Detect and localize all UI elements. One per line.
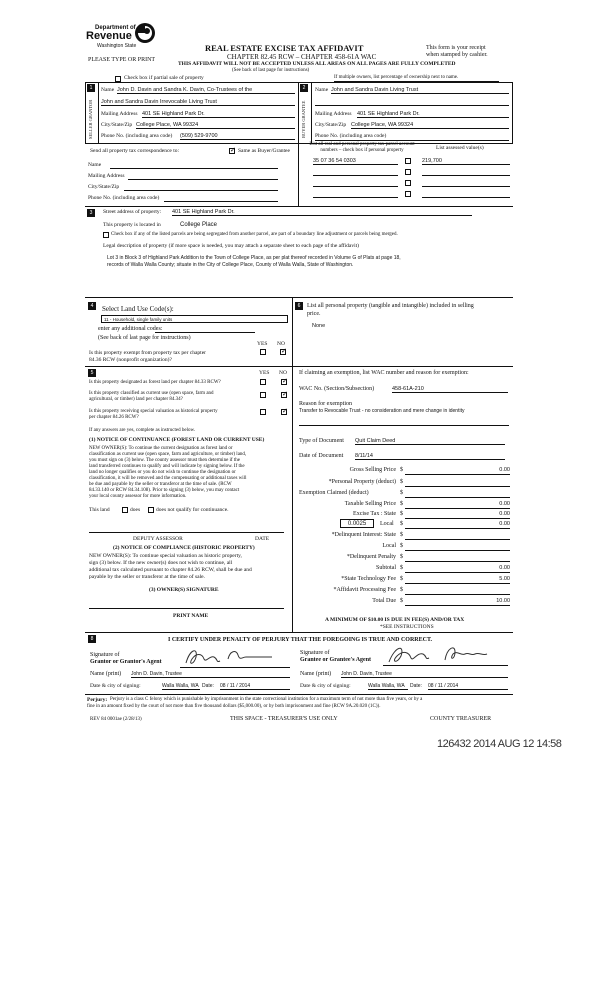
segregated-checkbox[interactable] bbox=[103, 232, 109, 238]
forest-question-3a: Is this property receiving special valuation as historical property bbox=[89, 409, 218, 414]
seller-city-field[interactable]: College Place, WA 99324 bbox=[136, 122, 295, 129]
wac-number-label: WAC No. (Section/Subsection) bbox=[299, 386, 375, 392]
exempt-no-checkbox[interactable] bbox=[280, 349, 286, 355]
perjury-label: Perjury: bbox=[87, 697, 108, 703]
excise-local-label: Local bbox=[380, 521, 394, 527]
delinquent-penalty-label: *Delinquent Penalty bbox=[346, 554, 396, 560]
grantor-date-field[interactable]: 08 / 11 / 2014 bbox=[220, 683, 290, 690]
total-due-field[interactable] bbox=[405, 598, 510, 606]
notice-1-line-8: 84.33.140 or RCW 84.34.108). Prior to signing (3) below, you may contact bbox=[89, 488, 240, 493]
print-name-label: PRINT NAME bbox=[173, 613, 209, 619]
seller-name-label: Name bbox=[101, 87, 115, 93]
land-use-no-header: NO bbox=[277, 341, 285, 347]
grantee-name-label: Name (print) bbox=[300, 671, 332, 677]
forest-q2-yes-checkbox[interactable] bbox=[260, 392, 266, 398]
doc-date-label: Date of Document bbox=[299, 453, 344, 459]
revision-label: REV 84 0001ae (2/28/13) bbox=[90, 717, 142, 722]
land-use-label: Select Land Use Code(s): bbox=[102, 305, 174, 313]
parcel-number-field-4[interactable] bbox=[313, 197, 398, 198]
grantor-name-label: Name (print) bbox=[90, 671, 122, 677]
buyer-name-field-1[interactable]: John and Sandra Davin Living Trust bbox=[331, 87, 509, 94]
delinquent-local-field[interactable] bbox=[405, 543, 510, 551]
perjury-line-2: fine in an amount fixed by the court of not more than five thousand dollars ($5,000.00), or by both imprisonment and fine (RCW 9A.20.020 (1C)). bbox=[87, 704, 381, 709]
notice-2-line-1: NEW OWNER(S): To continue special valuation as historic property, bbox=[89, 553, 242, 559]
forest-yes-header: YES bbox=[259, 370, 270, 376]
receipt-stamp: 126432 2014 AUG 12 14:58 bbox=[437, 738, 562, 750]
notice-compliance-title: (2) NOTICE OF COMPLIANCE (HISTORIC PROPERTY) bbox=[113, 545, 255, 551]
taxable-price-label: Taxable Selling Price bbox=[344, 501, 396, 507]
street-address-label: Street address of property: bbox=[103, 209, 162, 215]
notice-2-line-4: payable by the seller or transferor at the time of sale. bbox=[89, 574, 205, 580]
excise-state-label: Excise Tax : State bbox=[353, 511, 396, 517]
forest-question-2b: agricultural, or timber) land per chapter 84.34? bbox=[89, 397, 183, 402]
affidavit-fee-label: *Affidavit Processing Fee bbox=[333, 587, 396, 593]
forest-q2-no-checkbox[interactable] bbox=[281, 392, 287, 398]
forest-q3-yes-checkbox[interactable] bbox=[260, 409, 266, 415]
assessed-value-header: List assessed value(s) bbox=[436, 145, 484, 151]
notice-1-line-7: be due and payable by the seller or transferor at the time of sale. (RCW bbox=[89, 482, 232, 487]
grantee-date-field[interactable]: 08 / 11 / 2014 bbox=[428, 683, 508, 690]
seller-name-field-2[interactable]: John and Sandra Davin Irrevocable Living Trust bbox=[101, 99, 295, 106]
see-back-note: (See back of last page for instructions) bbox=[232, 68, 310, 73]
corr-city-label: City/State/Zip bbox=[88, 184, 120, 190]
delinquent-interest-field[interactable] bbox=[405, 532, 510, 540]
buyer-city-label: City/State/Zip bbox=[315, 122, 347, 128]
certify-statement: I CERTIFY UNDER PENALTY OF PERJURY THAT THE FOREGOING IS TRUE AND CORRECT. bbox=[168, 637, 433, 643]
doc-type-field[interactable]: Quit Claim Deed bbox=[355, 438, 505, 445]
delinquent-penalty-currency: $ bbox=[400, 554, 403, 560]
reason-exemption-value: Transfer to Revocable Trust - no consideration and mere change in identity bbox=[299, 408, 465, 414]
does-not-qualify-label: does not qualify for continuance. bbox=[156, 507, 229, 513]
tech-fee-currency: $ bbox=[400, 576, 403, 582]
notice-1-line-4: land transferred continues to qualify and will indicate by signing below. If the bbox=[89, 464, 245, 469]
section-6-marker: 6 bbox=[295, 302, 303, 310]
completion-warning: THIS AFFIDAVIT WILL NOT BE ACCEPTED UNLESS ALL AREAS ON ALL PAGES ARE FULLY COMPLETED bbox=[178, 61, 456, 67]
local-currency: $ bbox=[400, 521, 403, 527]
dept-of-label: Department of bbox=[95, 25, 136, 31]
parcel-number-field-1[interactable]: 35 07 36 54 0303 bbox=[313, 158, 398, 165]
personal-deduct-field[interactable] bbox=[405, 479, 510, 487]
subtotal-field[interactable] bbox=[405, 565, 510, 573]
if-yes-note: If any answers are yes, complete as instructed below. bbox=[89, 428, 196, 433]
grantee-signature-icon bbox=[383, 642, 503, 668]
seller-phone-label: Phone No. (including area code) bbox=[101, 133, 173, 139]
tech-fee-field[interactable] bbox=[405, 576, 510, 584]
notice-2-line-2: sign (3) below. If the new owner(s) does not wish to continue, all bbox=[89, 560, 233, 566]
buyer-name-label: Name bbox=[315, 87, 329, 93]
seller-city-label: City/State/Zip bbox=[101, 122, 133, 128]
forest-q3-no-checkbox[interactable] bbox=[281, 409, 287, 415]
does-qualify-checkbox[interactable] bbox=[122, 507, 128, 513]
state-currency: $ bbox=[400, 511, 403, 517]
parcel-header: List all real and personal property tax parcel account numbers – check box if personal property bbox=[309, 142, 415, 153]
forest-q1-yes-checkbox[interactable] bbox=[260, 379, 266, 385]
land-use-see-back: (See back of last page for instructions) bbox=[98, 335, 191, 341]
subtotal-currency: $ bbox=[400, 565, 403, 571]
corr-name-label: Name bbox=[88, 162, 102, 168]
type-or-print-label: PLEASE TYPE OR PRINT bbox=[88, 57, 156, 63]
assessed-value-field-2[interactable] bbox=[422, 175, 510, 176]
section-1-marker: 1 bbox=[87, 84, 95, 92]
forest-q1-no-checkbox[interactable] bbox=[281, 379, 287, 385]
doc-type-label: Type of Document bbox=[299, 438, 344, 444]
partial-sale-label: Check box if partial sale of property bbox=[124, 75, 214, 83]
notice-1-line-6: classification, it will be removed and the compensating or additional taxes will bbox=[89, 476, 247, 481]
corr-mailing-label: Mailing Address bbox=[88, 173, 125, 179]
personal-property-label-1: List all personal property (tangible and intangible) included in selling bbox=[307, 303, 474, 309]
grantor-date-word: Date: bbox=[202, 683, 214, 689]
same-as-buyer-label: Same as Buyer/Grantee bbox=[238, 148, 290, 154]
grantee-city-field[interactable]: Walla Walla, WA bbox=[368, 683, 408, 690]
multiple-owners-note: If multiple owners, list percentage of ownership next to name. bbox=[334, 75, 499, 82]
exemption-currency: $ bbox=[400, 490, 403, 496]
forest-no-header: NO bbox=[279, 370, 287, 376]
seller-phone-field[interactable]: (509) 529-9700 bbox=[180, 133, 295, 140]
land-use-yes-header: YES bbox=[257, 341, 268, 347]
seller-grantor-label: SELLER GRANTOR bbox=[88, 99, 93, 139]
exemption-deduct-field[interactable] bbox=[405, 490, 510, 498]
section-2-marker: 2 bbox=[300, 84, 308, 92]
personal-property-checkbox-1[interactable] bbox=[405, 158, 411, 164]
grantee-agent-label: Grantee or Grantee's Agent bbox=[300, 657, 372, 663]
legal-description-line-1: Lot 3 in Block 3 of Highland Park Addition to the Town of College Place, as per plat thereof recorded in Volume G of Plats at page 18, bbox=[107, 255, 401, 261]
affidavit-fee-currency: $ bbox=[400, 587, 403, 593]
subtotal-label: Subtotal bbox=[375, 565, 396, 571]
department-logo-icon bbox=[134, 22, 156, 44]
total-due-value: 10.00 bbox=[496, 598, 510, 604]
gross-currency: $ bbox=[400, 467, 403, 473]
corr-name-field[interactable] bbox=[110, 168, 278, 169]
doc-date-field[interactable]: 8/11/14 bbox=[355, 453, 505, 460]
notice-1-line-5: land no longer qualifies or you do not wish to continue the designation or bbox=[89, 470, 236, 475]
notice-1-line-1: NEW OWNER(S): To continue the current designation as forest land or bbox=[89, 446, 233, 451]
gross-price-value: 0.00 bbox=[499, 467, 510, 473]
personal-property-checkbox-4[interactable] bbox=[405, 191, 411, 197]
delinquent-penalty-field[interactable] bbox=[405, 554, 510, 562]
section-8-marker: 8 bbox=[88, 635, 96, 643]
same-as-buyer-checkbox[interactable] bbox=[229, 148, 235, 154]
personal-property-checkbox-2[interactable] bbox=[405, 169, 411, 175]
gross-price-label: Gross Selling Price bbox=[349, 467, 396, 473]
washington-state-label: Washington State bbox=[97, 43, 137, 49]
personal-property-value: None bbox=[312, 323, 326, 329]
notice-continuance-title: (1) NOTICE OF CONTINUANCE (FOREST LAND OR CURRENT USE) bbox=[89, 437, 265, 443]
delinquent-local-currency: $ bbox=[400, 543, 403, 549]
corr-phone-field[interactable] bbox=[164, 201, 278, 202]
wac-number-field[interactable]: 458-61A-210 bbox=[392, 386, 508, 393]
forest-question-2a: Is this property classified as current use (open space, farm and bbox=[89, 391, 214, 396]
corr-phone-label: Phone No. (including area code) bbox=[88, 195, 160, 201]
legal-description-label: Legal description of property (if more space is needed, you may attach a separate sheet to each page of the affidavit) bbox=[103, 243, 359, 249]
total-due-label: Total Due bbox=[372, 598, 396, 604]
personal-property-label-2: price. bbox=[307, 311, 321, 317]
exempt-question-2: 84.36 RCW (nonprofit organization)? bbox=[89, 357, 172, 363]
located-in-value: College Place bbox=[180, 222, 218, 228]
section-5-marker: 5 bbox=[88, 369, 96, 377]
delinquent-interest-label: *Delinquent Interest: State bbox=[331, 532, 396, 538]
owner-signature-label: (3) OWNER(S) SIGNATURE bbox=[149, 587, 219, 593]
form-subtitle: CHAPTER 82.45 RCW – CHAPTER 458-61A WAC bbox=[227, 53, 377, 61]
located-in-label: This property is located in bbox=[103, 222, 161, 228]
receipt-note-2: when stamped by cashier. bbox=[426, 52, 488, 58]
exemption-claim-label: If claiming an exemption, list WAC number and reason for exemption: bbox=[299, 370, 469, 376]
assessed-value-field-1[interactable]: 219,700 bbox=[422, 158, 510, 165]
grantor-signature-icon bbox=[180, 645, 275, 669]
delinquent-local-label: Local bbox=[382, 543, 396, 549]
grantor-agent-label: Grantor or Grantor's Agent bbox=[90, 659, 162, 665]
total-due-currency: $ bbox=[400, 598, 403, 604]
exempt-yes-checkbox[interactable] bbox=[260, 349, 266, 355]
reason-line-2[interactable] bbox=[299, 425, 509, 426]
forest-question-1: Is this property designated as forest land per chapter 84.33 RCW? bbox=[89, 380, 221, 385]
deputy-assessor-signature-line[interactable] bbox=[89, 532, 284, 533]
deputy-date-label: DATE bbox=[255, 536, 270, 542]
affidavit-fee-field[interactable] bbox=[405, 587, 510, 595]
grantee-date-word: Date: bbox=[410, 683, 422, 689]
buyer-grantee-label: BUYER GRANTEE bbox=[301, 100, 306, 138]
seller-mailing-label: Mailing Address bbox=[101, 111, 138, 117]
grantor-city-field[interactable]: Walla Walla, WA bbox=[162, 683, 199, 689]
buyer-mailing-field[interactable]: 401 SE Highland Park Dr. bbox=[357, 111, 509, 118]
grantee-name-field[interactable]: John D. Davin, Trustee bbox=[341, 671, 508, 678]
forest-question-3b: per chapter 84.26 RCW? bbox=[89, 415, 139, 420]
section-4-marker: 4 bbox=[88, 302, 96, 310]
revenue-logo-text: Revenue bbox=[86, 30, 132, 42]
additional-codes-label: enter any additional codes: bbox=[98, 326, 163, 332]
grantee-signature-label: Signature of bbox=[300, 650, 330, 656]
parcel-number-field-2[interactable] bbox=[313, 175, 398, 176]
personal-currency: $ bbox=[400, 479, 403, 485]
buyer-city-field[interactable]: College Place, WA 99324 bbox=[351, 122, 509, 129]
excise-state-field[interactable] bbox=[405, 511, 510, 519]
send-correspondence-label: Send all property tax correspondence to: bbox=[90, 148, 180, 154]
this-land-label: This land bbox=[89, 507, 110, 513]
county-treasurer-label: COUNTY TREASURER bbox=[430, 716, 492, 722]
buyer-mailing-label: Mailing Address bbox=[315, 111, 352, 117]
land-use-code-select[interactable]: 11 - Household, single family units bbox=[101, 315, 288, 323]
exempt-question-1: Is this property exempt from property tax per chapter bbox=[89, 350, 206, 356]
minimum-fee-note: A MINIMUM OF $10.00 IS DUE IN FEE(S) AND/OR TAX bbox=[325, 617, 465, 623]
gross-price-field[interactable] bbox=[405, 467, 510, 475]
corr-city-field[interactable] bbox=[124, 190, 278, 191]
taxable-price-field[interactable] bbox=[405, 501, 510, 509]
local-rate-field[interactable]: 0.0025 bbox=[340, 519, 374, 528]
notice-1-line-3: you must sign on (3) below. The county assessor must then determine if the bbox=[89, 458, 240, 463]
treasurer-space-label: THIS SPACE - TREASURER'S USE ONLY bbox=[230, 716, 338, 722]
legal-description-line-2: records of Walla Walla County; situate in the City of College Place, County of Walla Walla, State of Washington. bbox=[107, 262, 354, 268]
grantor-signature-label: Signature of bbox=[90, 652, 120, 658]
assessed-value-field-3[interactable] bbox=[422, 186, 510, 187]
notice-1-line-2: classification as current use (open space, farm and agriculture, or timber) land, bbox=[89, 452, 247, 457]
section-3-marker: 3 bbox=[87, 209, 95, 217]
subtotal-value: 0.00 bbox=[499, 565, 510, 571]
deputy-assessor-label: DEPUTY ASSESSOR bbox=[133, 536, 183, 542]
buyer-phone-label: Phone No. (including area code) bbox=[315, 133, 509, 141]
notice-1-line-9: your local county assessor for more information. bbox=[89, 494, 187, 499]
does-label: does bbox=[130, 507, 141, 513]
see-instructions-note: *SEE INSTRUCTIONS bbox=[380, 624, 434, 630]
parcel-number-field-3[interactable] bbox=[313, 186, 398, 187]
corr-mailing-field[interactable] bbox=[128, 179, 278, 180]
grantor-date-label: Date & city of signing: bbox=[90, 683, 141, 689]
excise-local-field[interactable] bbox=[405, 521, 510, 529]
tech-fee-value: 5.00 bbox=[499, 576, 510, 582]
tech-fee-label: *State Technology Fee bbox=[341, 576, 396, 582]
taxable-price-value: 0.00 bbox=[499, 501, 510, 507]
does-not-qualify-checkbox[interactable] bbox=[148, 507, 154, 513]
grantor-name-field[interactable]: John D. Davin, Trustee bbox=[131, 671, 290, 678]
assessed-value-field-4[interactable] bbox=[422, 197, 510, 198]
buyer-name-field-2[interactable] bbox=[315, 105, 509, 106]
exemption-deduct-label: Exemption Claimed (deduct) bbox=[299, 490, 369, 496]
excise-state-value: 0.00 bbox=[499, 511, 510, 517]
grantee-date-label: Date & city of signing: bbox=[300, 683, 351, 689]
excise-local-value: 0.00 bbox=[499, 521, 510, 527]
seller-name-field-1[interactable]: John D. Davin and Sandra K. Davin, Co-Trustees of the bbox=[117, 87, 295, 94]
seller-mailing-field[interactable]: 401 SE Highland Park Dr. bbox=[142, 111, 295, 118]
personal-property-checkbox-3[interactable] bbox=[405, 180, 411, 186]
personal-deduct-label: *Personal Property (deduct) bbox=[328, 479, 396, 485]
perjury-line-1: Perjury is a class C felony which is punishable by imprisonment in the state correctional institution for a maximum term of not more than five years, or by a bbox=[110, 697, 423, 702]
notice-2-line-3: additional tax calculated pursuant to chapter 84.26 RCW, shall be due and bbox=[89, 567, 252, 573]
segregated-label: Check box if any of the listed parcels are being segregated from another parcel, are part of a boundary line adjustment or parcels being merged. bbox=[111, 232, 398, 237]
additional-codes-field[interactable] bbox=[155, 332, 255, 333]
taxable-currency: $ bbox=[400, 501, 403, 507]
delinquent-interest-currency: $ bbox=[400, 532, 403, 538]
receipt-note-1: This form is your receipt bbox=[426, 45, 486, 51]
form-title: REAL ESTATE EXCISE TAX AFFIDAVIT bbox=[205, 43, 364, 53]
street-address-field[interactable]: 401 SE Highland Park Dr. bbox=[172, 209, 472, 216]
owner-signature-line[interactable] bbox=[89, 608, 284, 609]
reason-exemption-label: Reason for exemption bbox=[299, 401, 352, 407]
